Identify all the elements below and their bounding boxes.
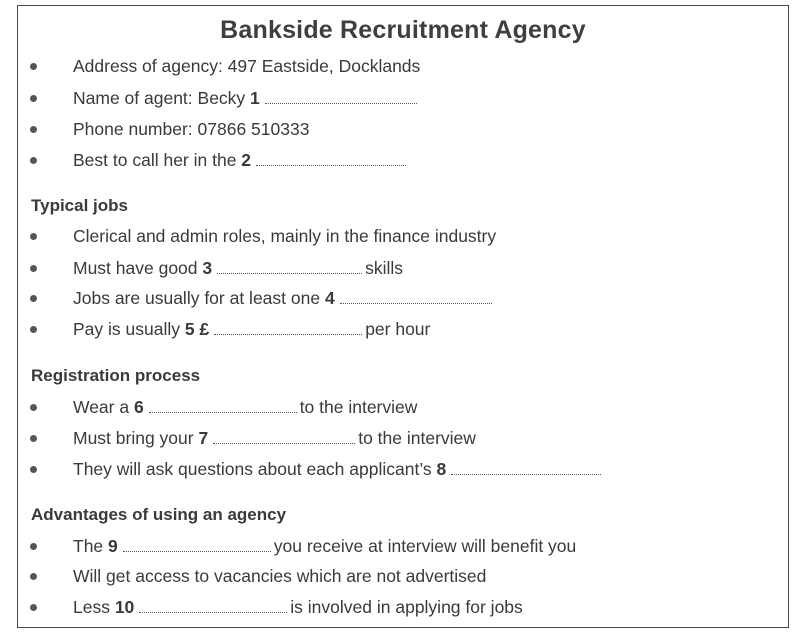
bullet-icon — [30, 233, 37, 240]
gap-number: 7 — [198, 428, 209, 448]
bullet-icon — [30, 265, 37, 272]
list-item — [18, 86, 788, 110]
item-text: Must have good — [73, 258, 203, 278]
item-text-after: to the interview — [299, 397, 418, 417]
gap-number: 10 — [114, 597, 135, 617]
gap-number: 5 £ — [184, 319, 210, 339]
bullet-icon — [30, 157, 37, 164]
gap-number: 3 — [202, 258, 213, 278]
bullet-icon — [30, 466, 37, 473]
bullet-icon — [30, 326, 37, 333]
gap-number: 4 — [324, 288, 335, 308]
gap-number: 6 — [133, 397, 144, 417]
section-heading: Typical jobs — [31, 196, 128, 215]
list-item — [18, 317, 788, 341]
list-item — [18, 224, 788, 248]
answer-blank[interactable] — [139, 598, 287, 613]
item-text-after: per hour — [365, 319, 431, 339]
item-text: Pay is usually — [73, 319, 185, 339]
bullet-icon — [30, 604, 37, 611]
bullet-icon — [30, 543, 37, 550]
answer-blank[interactable] — [214, 320, 362, 335]
section-heading: Advantages of using an agency — [31, 505, 287, 524]
bullet-icon — [30, 404, 37, 411]
answer-blank[interactable] — [451, 460, 601, 475]
item-text: Clerical and admin roles, mainly in the finance industry — [73, 226, 497, 246]
form-title: Bankside Recruitment Agency — [220, 16, 586, 44]
item-text: Address of agency: 497 Eastside, Docklands — [73, 56, 421, 76]
list-item — [18, 117, 788, 141]
bullet-icon — [30, 126, 37, 133]
list-item — [18, 395, 788, 419]
answer-blank[interactable] — [265, 89, 417, 104]
item-text: They will ask questions about each applicant’s — [73, 459, 437, 479]
gap-number: 2 — [241, 150, 252, 170]
list-item — [18, 148, 788, 172]
list-item — [18, 426, 788, 450]
item-text: Less — [73, 597, 115, 617]
answer-blank[interactable] — [217, 259, 362, 274]
item-text: Best to call her in the — [73, 150, 242, 170]
item-text: Must bring your — [73, 428, 199, 448]
item-text-after: is involved in applying for jobs — [290, 597, 523, 617]
list-item — [18, 286, 788, 310]
item-text: The — [73, 536, 109, 556]
section-heading: Registration process — [31, 366, 201, 385]
form-frame — [17, 5, 789, 628]
item-text: Phone number: 07866 510333 — [73, 119, 310, 139]
list-item — [18, 564, 788, 588]
bullet-icon — [30, 295, 37, 302]
bullet-icon — [30, 573, 37, 580]
list-item — [18, 54, 788, 78]
answer-blank[interactable] — [340, 289, 492, 304]
item-text: Jobs are usually for at least one — [73, 288, 325, 308]
list-item — [18, 595, 788, 619]
gap-number: 1 — [250, 88, 260, 108]
bullet-icon — [30, 95, 37, 102]
answer-blank[interactable] — [149, 398, 297, 413]
bullet-icon — [30, 63, 37, 70]
answer-blank[interactable] — [256, 151, 406, 166]
item-text: Will get access to vacancies which are not advertised — [73, 566, 487, 586]
list-item — [18, 534, 788, 558]
gap-number: 9 — [108, 536, 118, 556]
list-item — [18, 457, 788, 481]
item-text: Name of agent: Becky — [73, 88, 251, 108]
item-text-after: you receive at interview will benefit you — [273, 536, 577, 556]
item-text: Wear a — [73, 397, 134, 417]
bullet-icon — [30, 435, 37, 442]
answer-blank[interactable] — [123, 537, 271, 552]
item-text-after: to the interview — [358, 428, 476, 448]
answer-blank[interactable] — [213, 429, 355, 444]
gap-number: 8 — [436, 459, 447, 479]
item-text-after: skills — [365, 258, 404, 278]
list-item — [18, 256, 788, 280]
